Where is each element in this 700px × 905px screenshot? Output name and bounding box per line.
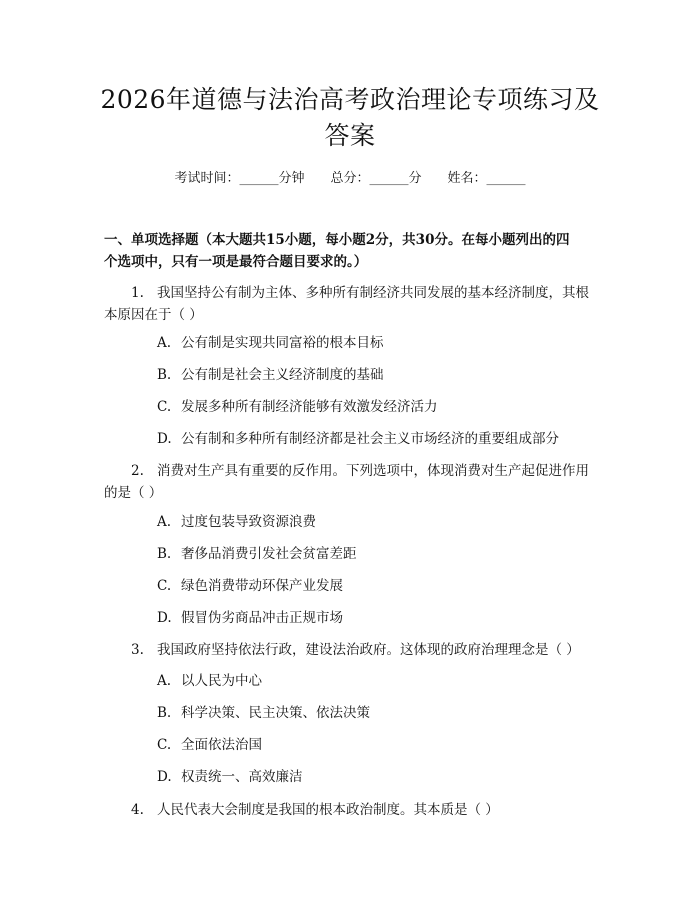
option-3b: B. 科学决策、民主决策、依法决策 [157, 705, 370, 721]
question-number: 4. [131, 802, 144, 818]
option-3c: C. 全面依法治国 [157, 737, 262, 753]
total-score-field: 总分：______分 [330, 171, 422, 186]
question-4 [104, 799, 594, 821]
option-2a: A. 过度包装导致资源浪费 [157, 514, 316, 530]
option-3a: A. 以人民为中心 [157, 673, 262, 689]
option-2d: D. 假冒伪劣商品冲击正规市场 [157, 610, 343, 626]
question-3 [104, 639, 594, 661]
option-2c: C. 绿色消费带动环保产业发展 [157, 578, 343, 594]
question-1 [104, 282, 594, 326]
option-1c: C. 发展多种所有制经济能够有效激发经济活力 [157, 399, 438, 415]
option-3d: D. 权责统一、高效廉洁 [157, 769, 303, 785]
option-2b: B. 奢侈品消费引发社会贫富差距 [157, 546, 357, 562]
document-title [90, 82, 610, 154]
exam-meta [0, 170, 700, 188]
question-stem: 消费对生产具有重要的反作用。下列选项中，体现消费对生产起促进作用 [157, 463, 589, 479]
option-1a: A. 公有制是实现共同富裕的根本目标 [157, 335, 384, 351]
question-number: 2. [131, 463, 144, 479]
question-2 [104, 460, 594, 504]
student-name-field: 姓名：______ [447, 171, 526, 186]
question-number: 1. [131, 285, 144, 301]
section-heading [104, 229, 604, 273]
title-line-2: 答案 [324, 121, 376, 150]
question-stem-cont: 本原因在于（ ） [104, 307, 203, 323]
question-stem: 我国政府坚持依法行政，建设法治政府。这体现的政府治理理念是（ ） [157, 642, 580, 658]
section-heading-line-1: 一、单项选择题（本大题共15小题，每小题2分，共30分。在每小题列出的四 [104, 232, 570, 248]
option-1d: D. 公有制和多种所有制经济都是社会主义市场经济的重要组成部分 [157, 431, 559, 447]
question-stem: 人民代表大会制度是我国的根本政治制度。其本质是（ ） [157, 802, 499, 818]
title-line-1: 2026年道德与法治高考政治理论专项练习及 [100, 85, 600, 114]
question-stem-cont: 的是（ ） [104, 485, 163, 501]
question-number: 3. [131, 642, 144, 658]
exam-time-field: 考试时间：______分钟 [174, 171, 305, 186]
option-1b: B. 公有制是社会主义经济制度的基础 [157, 367, 384, 383]
section-heading-line-2: 个选项中，只有一项是最符合题目要求的。） [104, 254, 368, 270]
question-stem: 我国坚持公有制为主体、多种所有制经济共同发展的基本经济制度，其根 [157, 285, 589, 301]
